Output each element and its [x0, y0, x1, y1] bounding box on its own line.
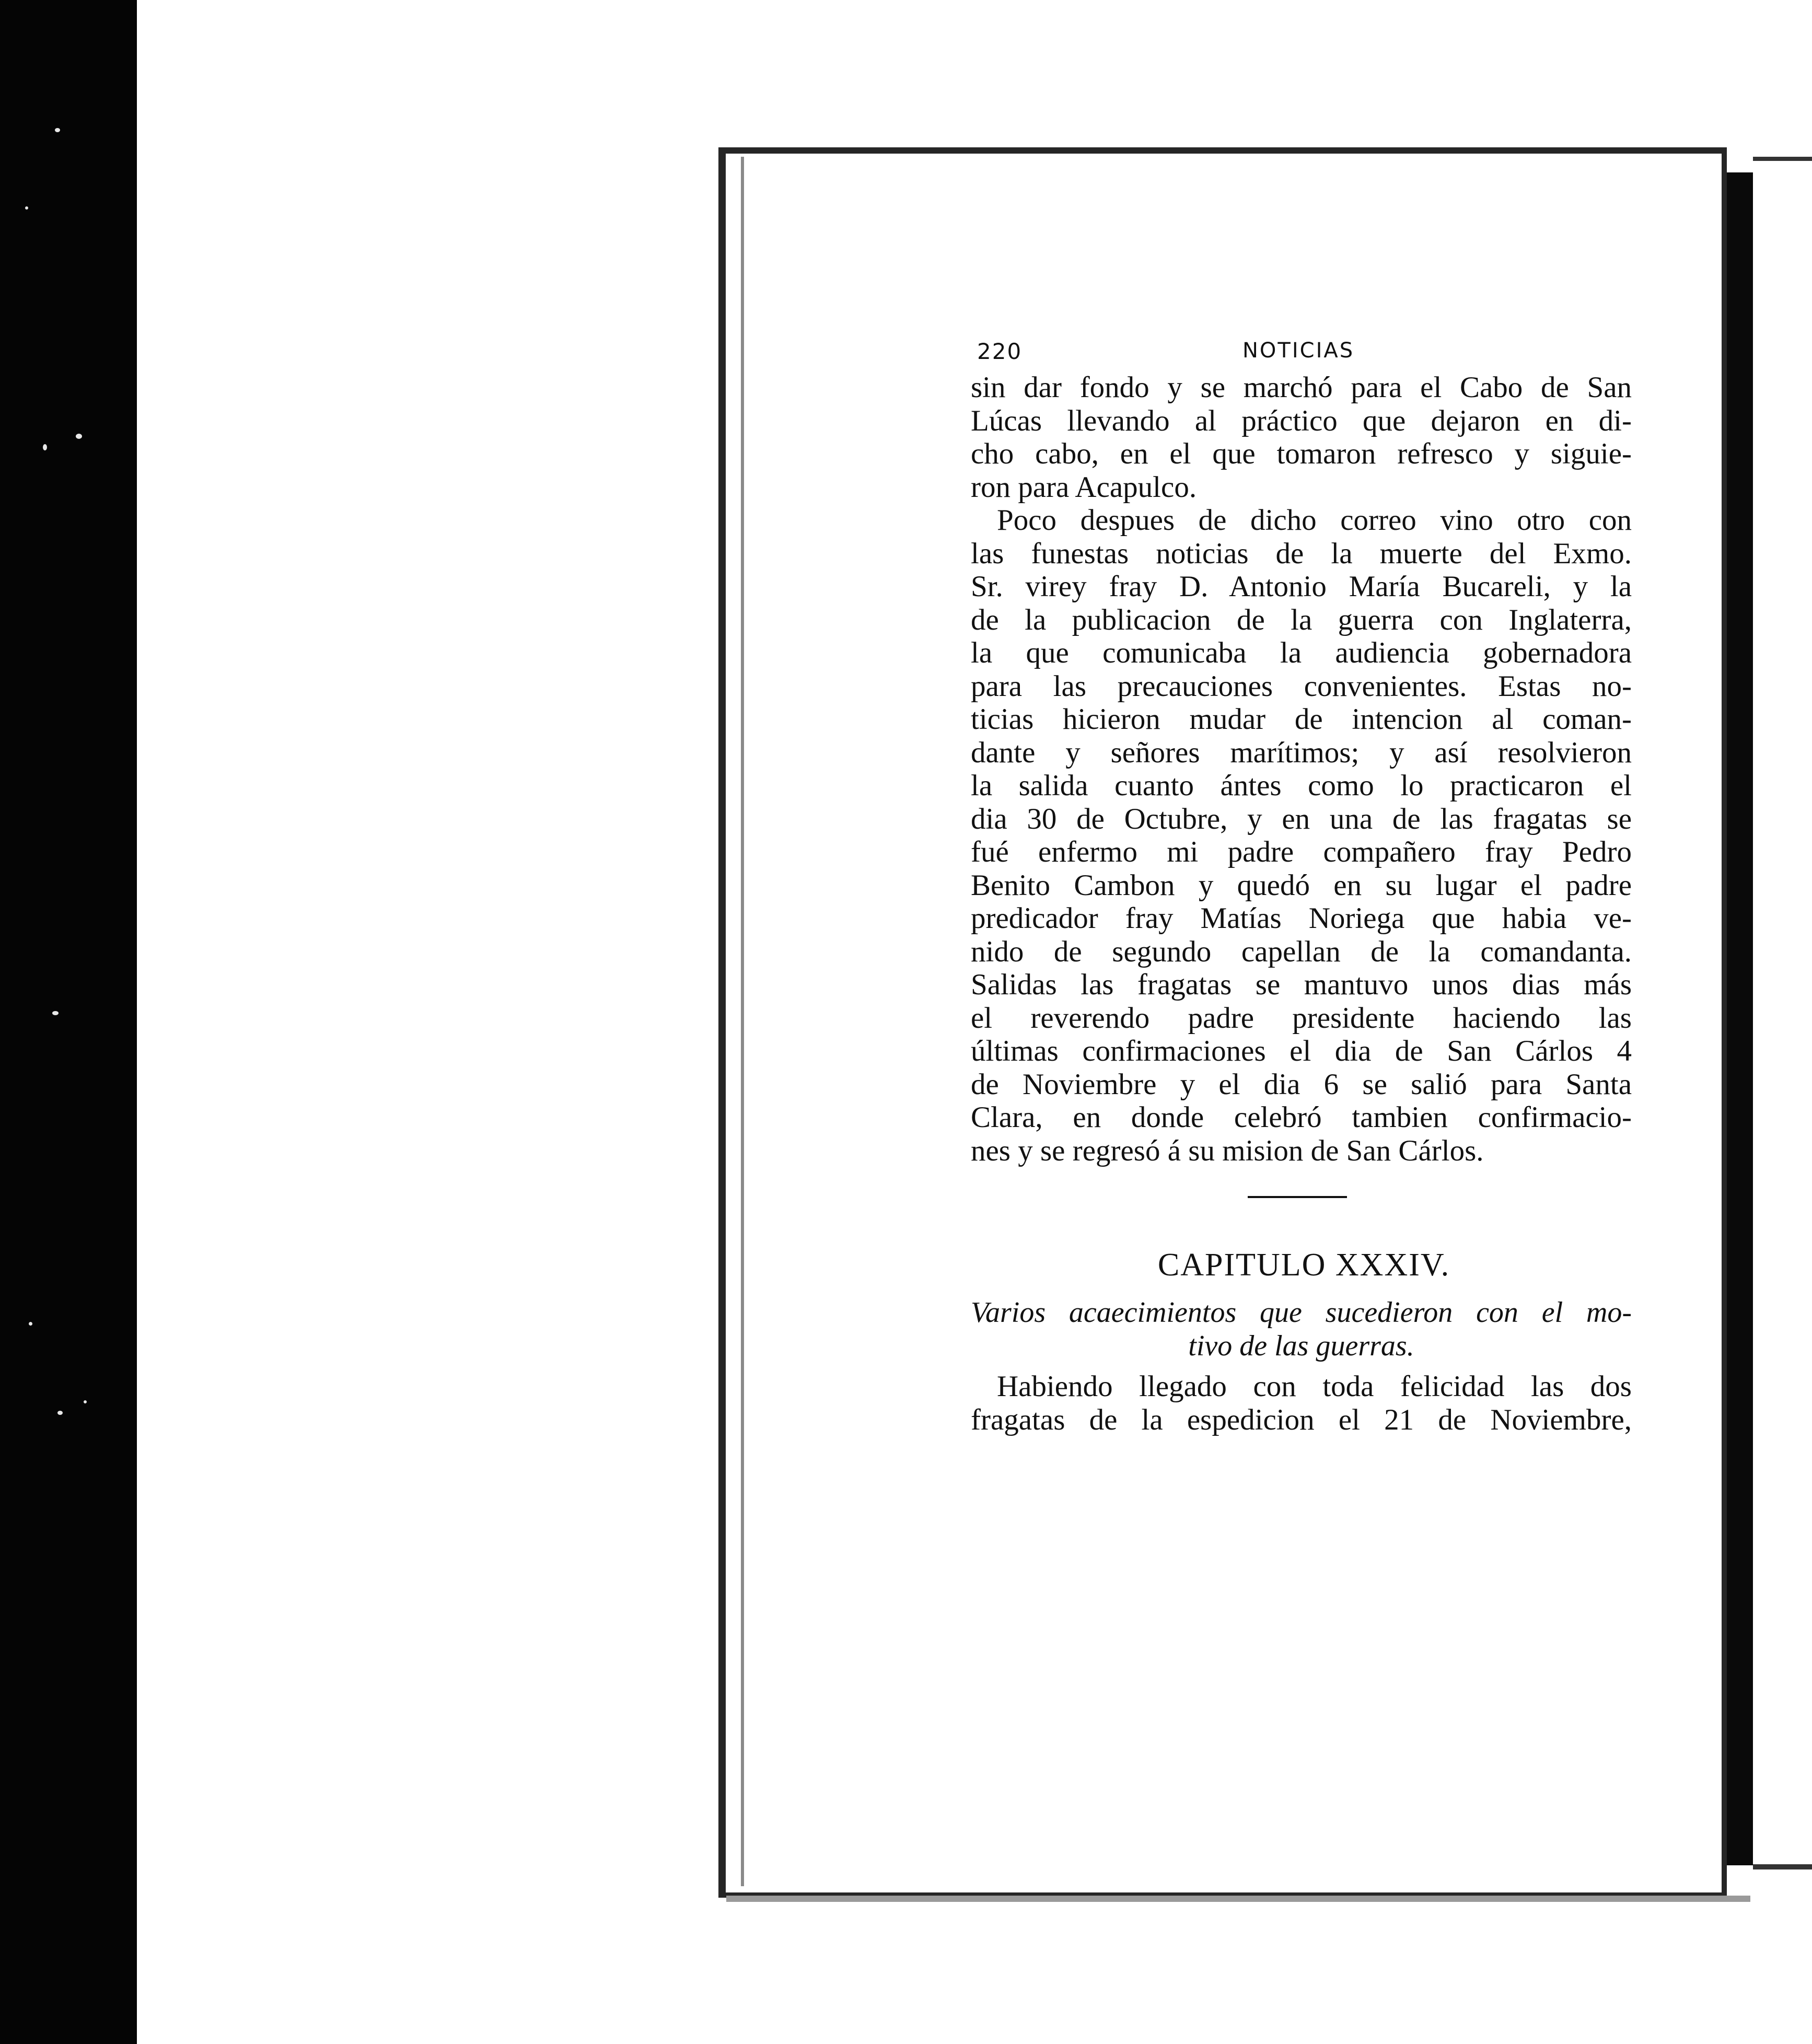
text-line: cho cabo, en el que tomaron refresco y siguie- — [971, 437, 1632, 470]
text-line: ticias hicieron mudar de intencion al coman- — [971, 703, 1632, 736]
text-line: Habiendo llegado con toda felicidad las dos — [997, 1370, 1632, 1403]
text-line: fué enfermo mi padre compañero fray Pedro — [971, 835, 1632, 868]
text-line: de Noviembre y el dia 6 se salió para Santa — [971, 1067, 1632, 1101]
text-line: la salida cuanto ántes como lo practicaron el — [971, 769, 1632, 802]
running-head — [971, 334, 1632, 371]
text-line: Sr. virey fray D. Antonio María Bucareli, y la — [971, 570, 1632, 603]
text-line: últimas confirmaciones el dia de San Cárlos 4 — [971, 1035, 1632, 1067]
text-line: fragatas de la espedicion el 21 de Noviembre, — [971, 1403, 1632, 1436]
section-rule — [1248, 1196, 1347, 1198]
text-line: las funestas noticias de la muerte del Exmo. — [971, 537, 1632, 570]
text-line: dia 30 de Octubre, y en una de las fragatas se — [971, 802, 1632, 835]
text-line: la que comunicaba la audiencia gobernadora — [971, 636, 1632, 669]
page-number: 220 — [977, 339, 1023, 364]
page-text — [971, 334, 1632, 1436]
chapter-summary — [971, 1296, 1632, 1363]
text-line: para las precauciones convenientes. Estas no- — [971, 669, 1632, 703]
text-line: Salidas las fragatas se mantuvo unos dias más — [971, 968, 1632, 1001]
scan-speck — [29, 1322, 32, 1326]
scan-dark-margin — [0, 0, 137, 2044]
summary-line: tivo de las guerras. — [1188, 1329, 1414, 1362]
scan-speck — [25, 206, 28, 210]
text-line: Lúcas llevando al práctico que dejaron en di- — [971, 404, 1632, 437]
scan-speck — [84, 1400, 87, 1403]
text-line: predicador fray Matías Noriega que habia ve- — [971, 902, 1632, 935]
text-line: de la publicacion de la guerra con Inglaterra, — [971, 603, 1632, 636]
summary-line: Varios acaecimientos que sucedieron con el mo- — [971, 1296, 1632, 1329]
paragraph — [971, 504, 1632, 1167]
scan-speck — [43, 444, 47, 450]
text-line: nido de segundo capellan de la comandanta. — [971, 935, 1632, 968]
paragraph — [971, 1370, 1632, 1436]
paragraph — [971, 371, 1632, 504]
text-line: ron para Acapulco. — [971, 470, 1197, 504]
scan-speck — [55, 128, 60, 132]
text-line: el reverendo padre presidente haciendo las — [971, 1001, 1632, 1035]
running-title: NOTICIAS — [1242, 339, 1355, 363]
text-line: Poco despues de dicho correo vino otro con — [997, 504, 1632, 537]
scan-speck — [52, 1011, 59, 1015]
scan-speck — [76, 434, 82, 439]
opposite-page-edge — [1753, 157, 1812, 1869]
text-line: nes y se regresó á su mision de San Cárlos. — [971, 1134, 1484, 1167]
text-line: Benito Cambon y quedó en su lugar el padre — [971, 868, 1632, 902]
page-bottom-shadow — [726, 1896, 1750, 1902]
book-gutter — [1727, 172, 1753, 1865]
chapter-heading: CAPITULO XXXIV. — [1157, 1247, 1450, 1283]
text-line: sin dar fondo y se marchó para el Cabo de San — [971, 371, 1632, 404]
scan-speck — [57, 1411, 63, 1415]
text-line: Clara, en donde celebró tambien confirmacio- — [971, 1101, 1632, 1134]
page-edge — [741, 157, 744, 1886]
text-line: dante y señores marítimos; y así resolvieron — [971, 736, 1632, 769]
